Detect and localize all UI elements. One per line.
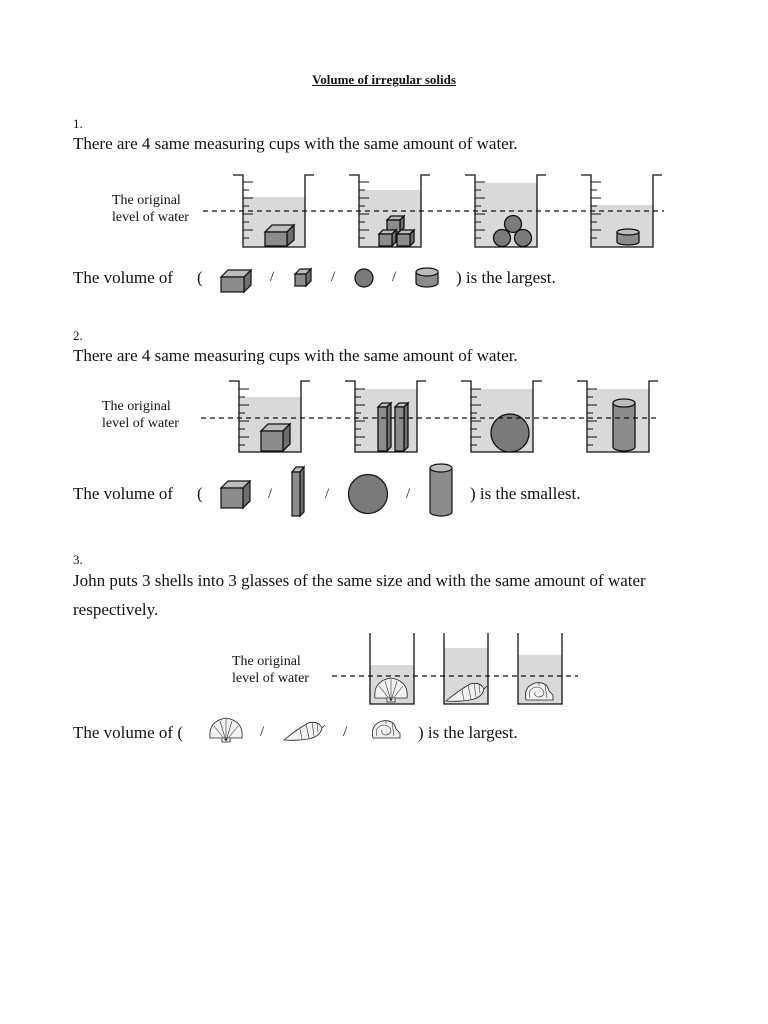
q1-label-line2: level of water — [112, 210, 189, 225]
question-2-number: 2. — [73, 328, 83, 343]
q3-option-conch-shell-icon — [284, 722, 325, 740]
q2-open-paren: ( — [197, 484, 203, 503]
question-3-text-line2: respectively. — [73, 600, 159, 619]
q2-beaker-1 — [229, 381, 310, 452]
question-3-number: 3. — [73, 552, 83, 567]
q2-answer-prefix: The volume of — [73, 484, 174, 503]
q1-separator: / — [392, 269, 397, 285]
q1-label-line1: The original — [112, 193, 181, 208]
q1-option-cylinder-icon — [416, 268, 438, 287]
q3-separator: / — [260, 724, 265, 740]
q2-beaker-3 — [461, 381, 542, 452]
q3-label-line1: The original — [232, 654, 301, 669]
q2-separator: / — [325, 486, 330, 502]
q3-option-scallop-shell-icon — [210, 718, 242, 742]
q1-beaker-1 — [233, 175, 314, 247]
q1-option-sphere-icon — [355, 269, 373, 287]
q2-option-tall-prism-icon — [292, 467, 304, 516]
q3-label-line2: level of water — [232, 671, 309, 686]
q2-label-line2: level of water — [102, 416, 179, 431]
q2-option-sphere-icon — [349, 475, 388, 514]
q3-glass-3 — [518, 633, 562, 704]
q2-option-cylinder-icon — [430, 464, 452, 516]
q2-separator: / — [406, 486, 411, 502]
q3-option-snail-shell-icon — [372, 721, 400, 738]
q1-option-large-cube-icon — [221, 270, 251, 292]
q1-beaker-2 — [349, 175, 430, 247]
q3-glass-1 — [370, 633, 414, 704]
question-1-number: 1. — [73, 116, 83, 131]
q2-option-cube-icon — [221, 481, 250, 508]
q1-answer-prefix: The volume of — [73, 268, 174, 287]
q1-option-small-cube-icon — [295, 269, 311, 286]
q1-open-paren: ( — [197, 268, 203, 287]
q2-label-line1: The original — [102, 399, 171, 414]
page-title: Volume of irregular solids — [312, 72, 456, 87]
q2-separator: / — [268, 486, 273, 502]
question-2-text: There are 4 same measuring cups with the same amount of water. — [73, 346, 518, 365]
question-1-text: There are 4 same measuring cups with the same amount of water. — [73, 134, 518, 153]
q3-glass-2 — [444, 633, 488, 704]
question-3-text-line1: John puts 3 shells into 3 glasses of the same size and with the same amount of water — [73, 571, 646, 590]
q2-beaker-4 — [577, 381, 658, 452]
q1-separator: / — [331, 269, 336, 285]
q2-beaker-2 — [345, 381, 426, 452]
q1-answer-suffix: ) is the largest. — [456, 268, 556, 287]
q2-answer-suffix: ) is the smallest. — [470, 484, 581, 503]
q3-answer-prefix: The volume of ( — [73, 723, 183, 742]
q3-separator: / — [343, 724, 348, 740]
q3-answer-suffix: ) is the largest. — [418, 723, 518, 742]
q1-separator: / — [270, 269, 275, 285]
